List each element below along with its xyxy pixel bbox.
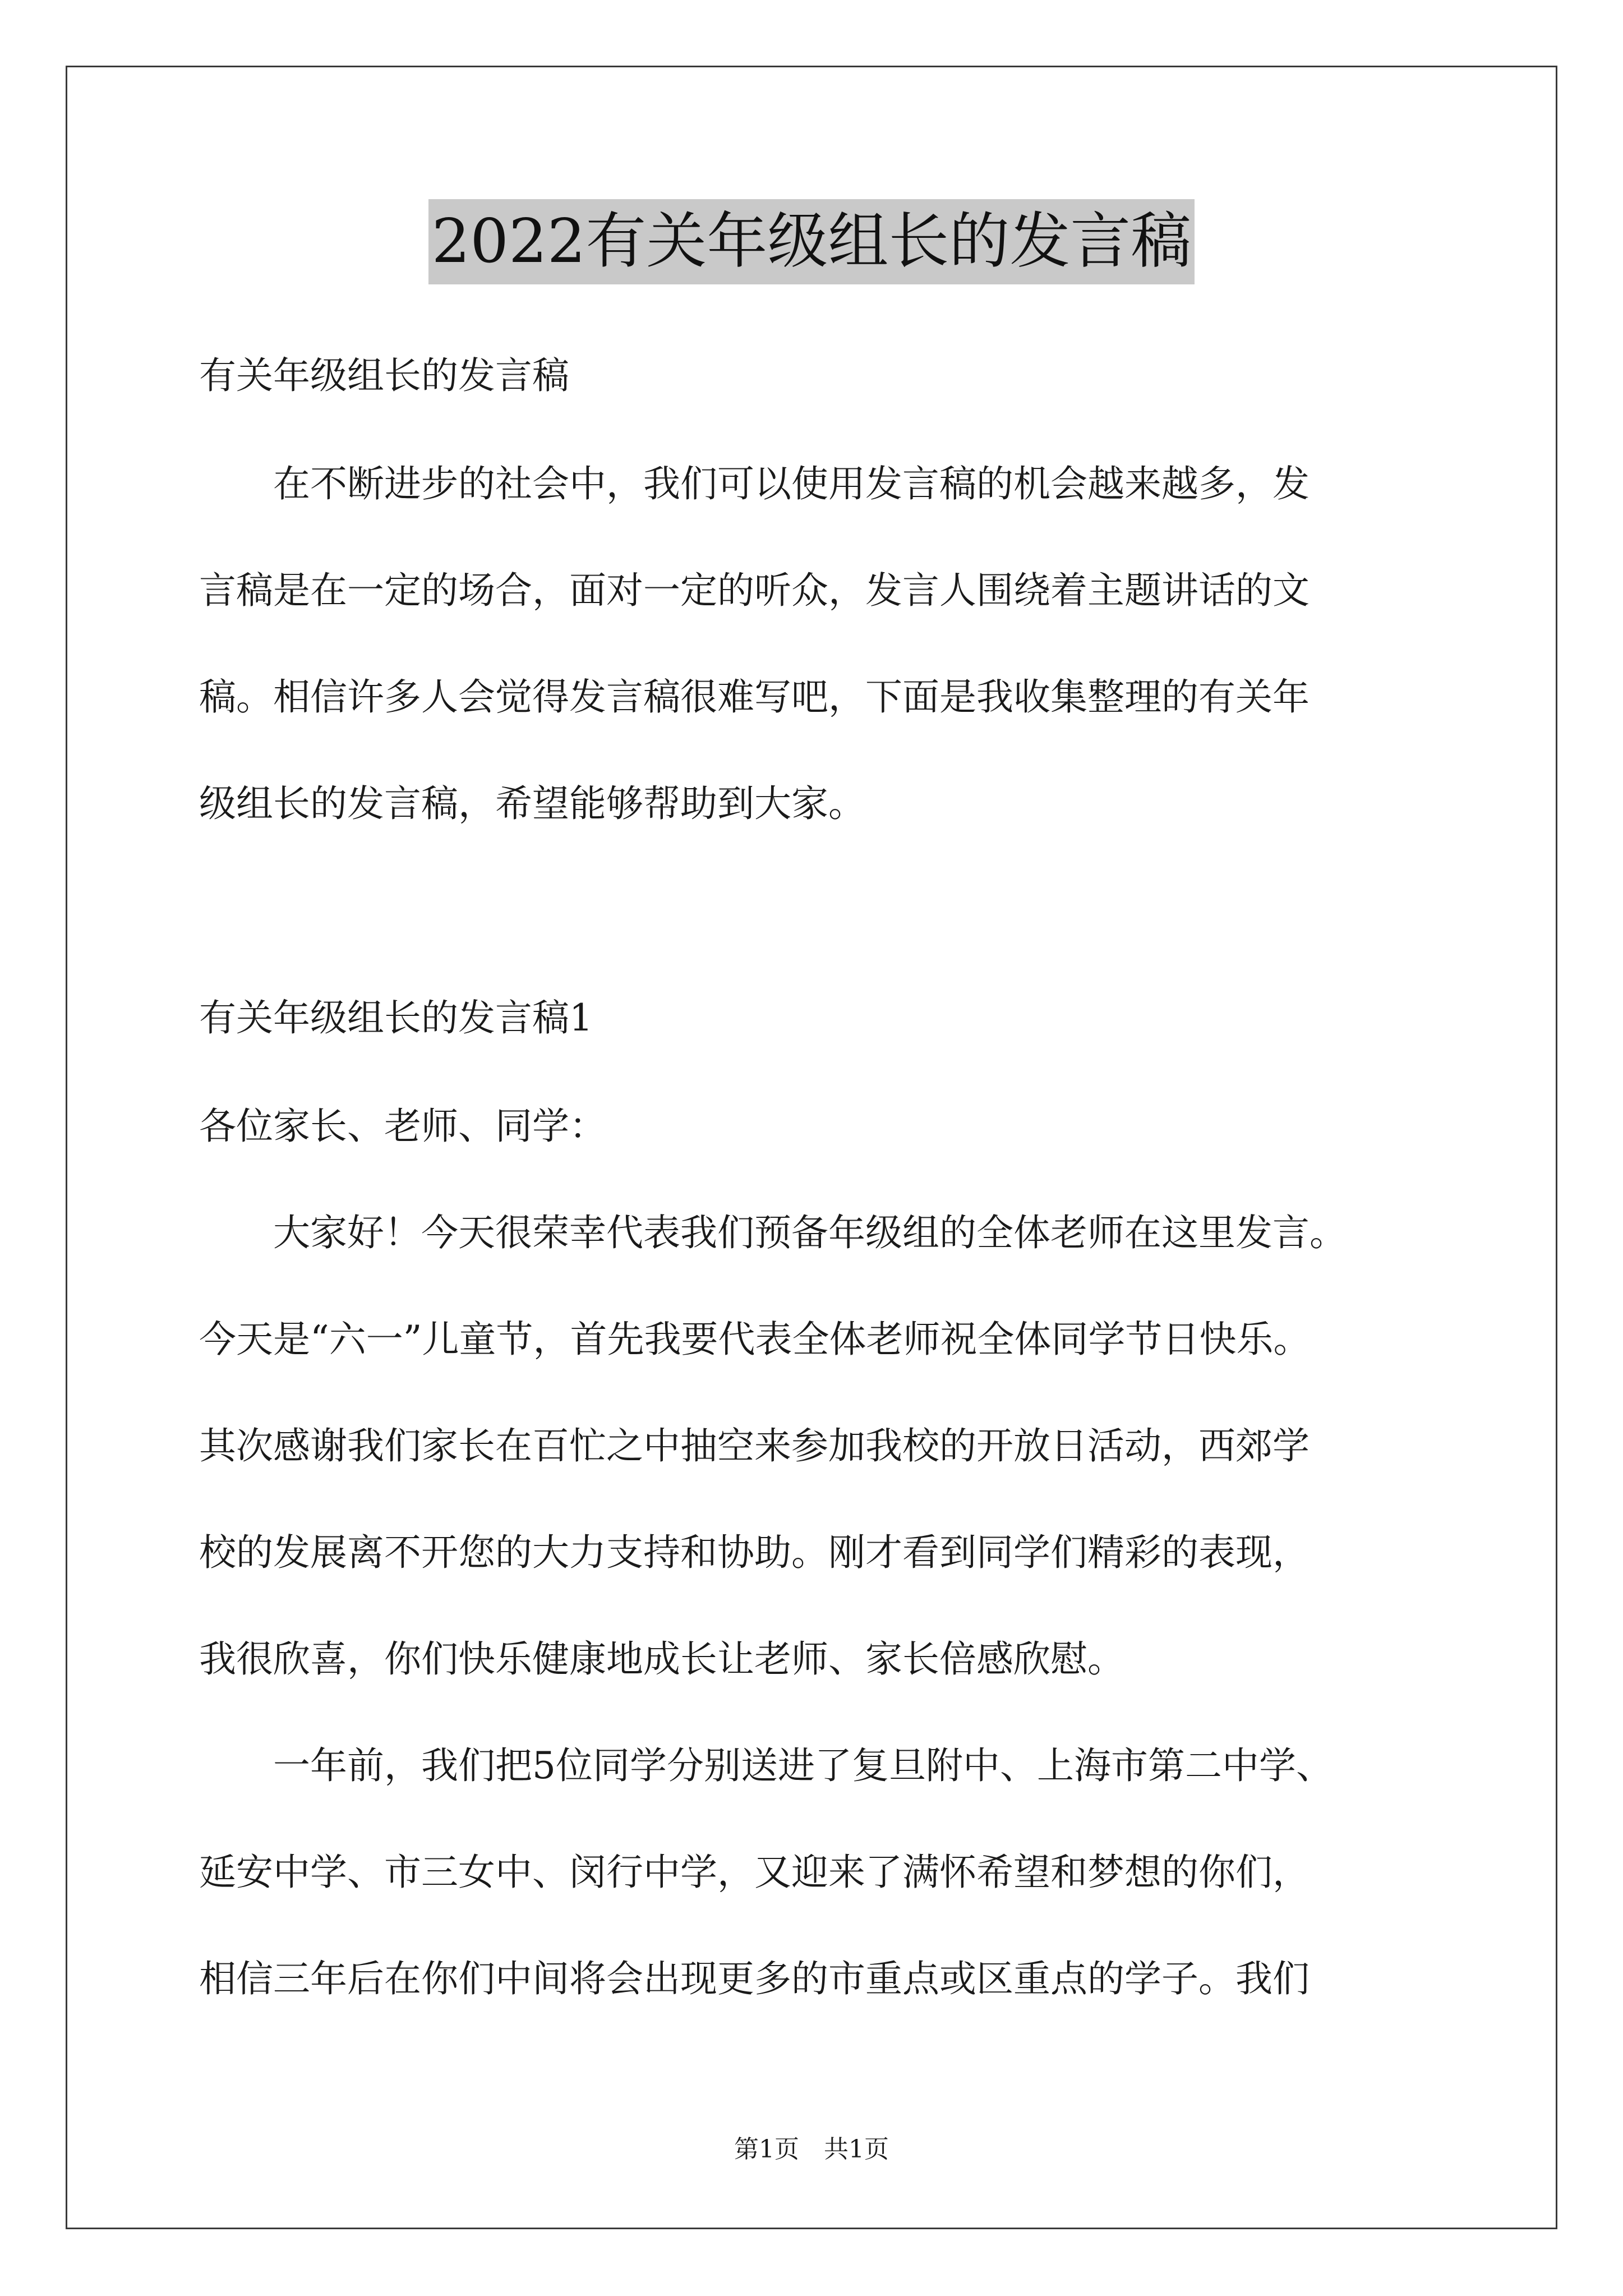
paragraph-line: 相信三年后在你们中间将会出现更多的市重点或区重点的学子。我们 <box>199 1957 1310 2000</box>
title-container <box>0 199 1623 284</box>
paragraph-line: 今天是“六一”儿童节，首先我要代表全体老师祝全体同学节日快乐。 <box>199 1318 1311 1361</box>
paragraph-line: 言稿是在一定的场合，面对一定的听众，发言人围绕着主题讲话的文 <box>199 569 1310 612</box>
paragraph-line: 大家好！今天很荣幸代表我们预备年级组的全体老师在这里发言。 <box>199 1211 1347 1254</box>
section-heading: 有关年级组长的发言稿1 <box>199 996 593 1039</box>
paragraph-line: 其次感谢我们家长在百忙之中抽空来参加我校的开放日活动，西郊学 <box>199 1424 1310 1467</box>
paragraph-line: 我很欣喜，你们快乐健康地成长让老师、家长倍感欣慰。 <box>199 1637 1124 1681</box>
subtitle-line: 有关年级组长的发言稿 <box>199 354 569 397</box>
paragraph-line: 校的发展离不开您的大力支持和协助。刚才看到同学们精彩的表现， <box>199 1531 1310 1574</box>
page-footer: 第1页 共1页 <box>734 2135 889 2164</box>
paragraph-line: 延安中学、市三女中、闵行中学，又迎来了满怀希望和梦想的你们， <box>199 1851 1310 1894</box>
paragraph-line: 在不断进步的社会中，我们可以使用发言稿的机会越来越多，发 <box>199 462 1310 505</box>
salutation-line: 各位家长、老师、同学： <box>199 1105 606 1148</box>
document-title: 2022有关年级组长的发言稿 <box>428 199 1195 284</box>
paragraph-line: 级组长的发言稿，希望能够帮助到大家。 <box>199 782 865 825</box>
paragraph-line: 稿。相信许多人会觉得发言稿很难写吧，下面是我收集整理的有关年 <box>199 675 1310 719</box>
paragraph-line: 一年前，我们把5位同学分别送进了复旦附中、上海市第二中学、 <box>199 1744 1333 1787</box>
